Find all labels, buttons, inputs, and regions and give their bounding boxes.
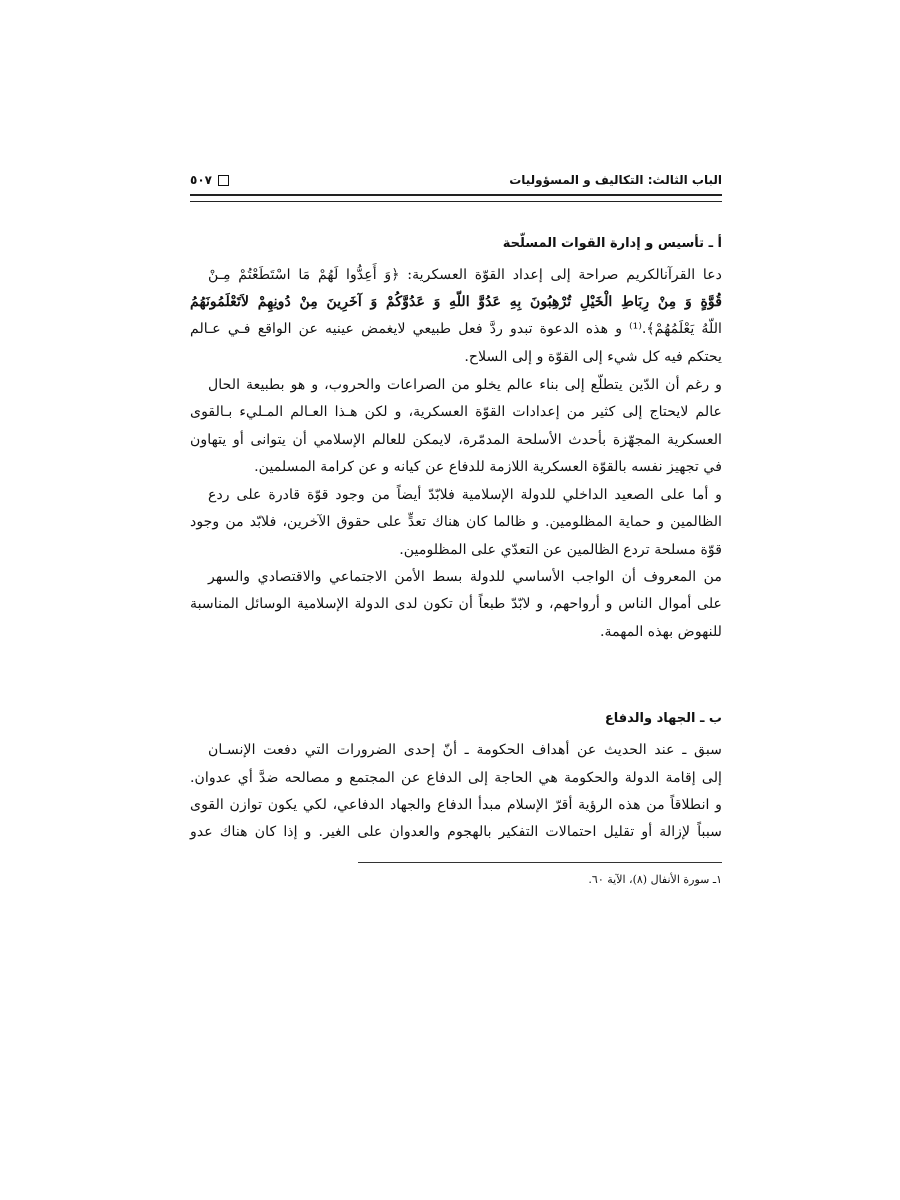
- page-number: ٥٠٧: [190, 173, 212, 187]
- paragraph-line: عالم لايحتاج إلى كثير من إعدادات القوّة العسكرية، و لكن هـذا العـالم المـليء بـالقوى: [190, 404, 722, 420]
- section-b-heading: ب ـ الجهاد والدفاع: [604, 711, 722, 726]
- footnote: ١ـ سورة الأنفال (٨)، الآية ٦٠.: [588, 873, 722, 886]
- paragraph-line: للنهوض بهذه المهمة.: [599, 624, 722, 640]
- paragraph-line: يحتكم فيه كل شيء إلى القوّة و إلى السلاح.: [464, 349, 722, 365]
- header-double-rule: [190, 194, 722, 202]
- paragraph-line: سبباً لإزالة أو تقليل احتمالات التفكير بالهجوم والعدوان على الغير. و إذا كان هناك عدو: [190, 824, 722, 840]
- paragraph-line: اللّهُ يَعْلَمُهُمْ﴾.⁽¹⁾ و هذه الدعوة تبدو ردَّ فعل طبيعي لايغمض عينيه عن الواقع فـي عـالم: [190, 321, 722, 337]
- paragraph-line: دعا القرآنالكريم صراحة إلى إعداد القوّة العسكرية: ﴿وَ أَعِدُّوا لَهُمْ مَا اسْتَطَعْتُمْ مِـنْ: [208, 267, 722, 283]
- paragraph-line: و انطلاقاً من هذه الرؤية أقرّ الإسلام مبدأ الدفاع والجهاد الدفاعي، لكي يكون توازن القوى: [190, 797, 722, 813]
- paragraph-line: في تجهيز نفسه بالقوّة العسكرية اللازمة للدفاع عن كيانه و عن كرامة المسلمين.: [254, 459, 722, 475]
- chapter-title: الباب الثالث: التكاليف و المسؤوليات: [509, 173, 722, 187]
- paragraph-line: قوّة مسلحة تردع الظالمين عن التعدّي على المظلومين.: [399, 542, 722, 558]
- paragraph-line: قُوَّةٍ وَ مِنْ رِبَاطِ الْخَيْلِ تُرْهِبُونَ بِهِ عَدُوَّ اللّهِ وَ عَدُوَّكُمْ وَ آخَرِينَ مِنْ دُونِهِمْ لاَتَعْلَمُونَهُمُ: [190, 294, 722, 310]
- section-a-heading: أ ـ تأسيس و إدارة القوات المسلّحة: [502, 236, 722, 251]
- paragraph-line: سبق ـ عند الحديث عن أهداف الحكومة ـ أنّ إحدى الضرورات التي دفعت الإنسـان: [208, 742, 722, 758]
- paragraph-line: العسكرية المجهّزة بأحدث الأسلحة المدمّرة، لايمكن للعالم الإسلامي أن يتوانى أو يتهاون: [190, 432, 722, 448]
- page-number-group: [190, 173, 229, 187]
- paragraph-line: و رغم أن الدّين يتطلّع إلى بناء عالم يخلو من الصراعات والحروب، و هو بطبيعة الحال: [208, 377, 722, 393]
- running-header: [190, 170, 722, 192]
- paragraph-line: الظالمين و حماية المظلومين. و ظالما كان هناك تعدٍّ على حقوق الآخرين، فلابّد من وجود: [190, 514, 722, 530]
- paragraph-line: إلى إقامة الدولة والحكومة هي الحاجة إلى الدفاع عن المجتمع و مصالحه ضدَّ أي عدوان.: [190, 770, 722, 786]
- footnote-rule: [358, 862, 722, 863]
- square-box-icon: [218, 175, 229, 186]
- paragraph-line: من المعروف أن الواجب الأساسي للدولة بسط الأمن الاجتماعي والاقتصادي والسهر: [208, 569, 722, 585]
- paragraph-line: و أما على الصعيد الداخلي للدولة الإسلامية فلابّدّ أيضاً من وجود قوّة قادرة على ردع: [208, 487, 722, 503]
- paragraph-line: على أموال الناس و أرواحهم، و لابّدّ طبعاً أن تكون لدى الدولة الإسلامية الوسائل المناسبة: [190, 596, 722, 612]
